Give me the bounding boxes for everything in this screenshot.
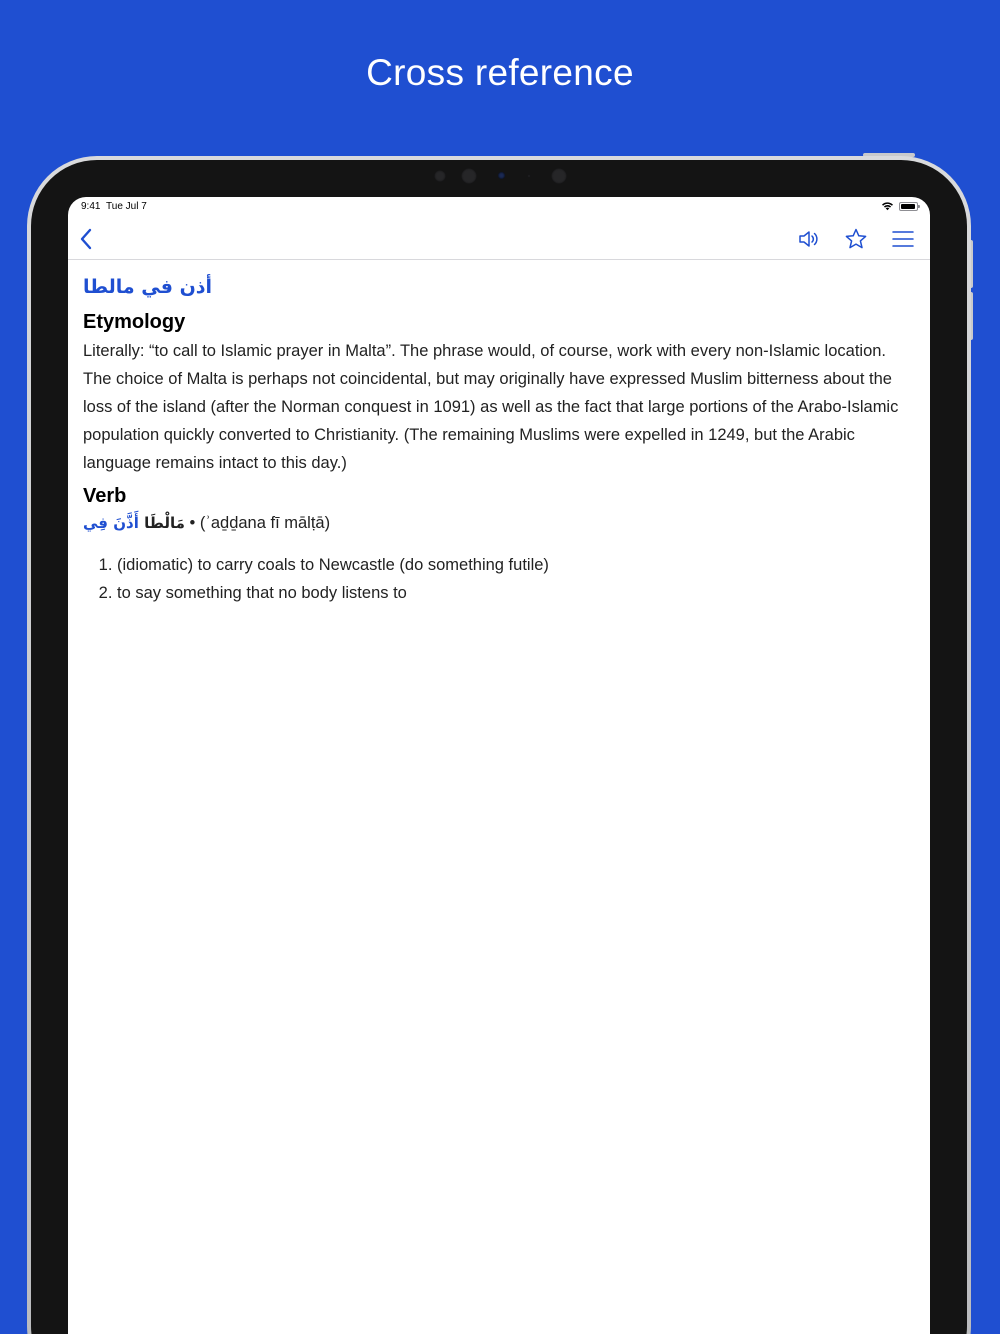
verb-form-plain: مَالْطَا bbox=[144, 514, 185, 532]
wifi-icon bbox=[881, 201, 894, 211]
front-sensor-tiny bbox=[527, 174, 531, 178]
status-bar bbox=[68, 197, 930, 219]
speaker-icon bbox=[797, 228, 821, 250]
verb-heading: Verb bbox=[83, 485, 127, 507]
star-icon bbox=[844, 227, 868, 251]
front-sensor-small bbox=[498, 172, 505, 179]
front-camera-icon bbox=[461, 168, 477, 184]
pronounce-button[interactable] bbox=[795, 225, 823, 253]
status-date: Tue Jul 7 bbox=[106, 201, 147, 212]
status-clock: 9:41 bbox=[81, 201, 101, 212]
status-time bbox=[81, 201, 147, 212]
sense-item: 2. to say something that no body listens to bbox=[117, 579, 913, 607]
entry-content bbox=[83, 273, 913, 607]
etymology-text: Literally: “to call to Islamic prayer in Malta”. The phrase would, of course, work with every non-Islamic location. The choice of Malta is perhaps not coincidental, but may originally have expressed Muslim bitterness about the loss of the island (after the Norman conquest in 1091) as well as the fact that large portions of the Arabo-Islamic population quickly converted to Christianity. (The remaining Muslims were expelled in 1249, but the Arabic language remains intact to this day.) bbox=[83, 342, 899, 472]
bookmark-button[interactable] bbox=[842, 225, 870, 253]
verb-form-link[interactable]: أَذَّنَ فِي bbox=[83, 514, 139, 532]
verb-headword-line bbox=[83, 509, 913, 537]
menu-icon bbox=[891, 229, 915, 249]
back-button[interactable] bbox=[72, 225, 100, 253]
front-sensor-large bbox=[551, 168, 567, 184]
front-sensor bbox=[434, 170, 446, 182]
verb-arabic-form bbox=[83, 514, 185, 532]
sense-item: 1. (idiomatic) to carry coals to Newcastle (do something futile) bbox=[117, 551, 913, 579]
sense-list bbox=[83, 551, 913, 607]
etymology-heading: Etymology bbox=[83, 311, 186, 333]
battery-icon bbox=[899, 202, 918, 211]
app-screen bbox=[68, 197, 930, 1334]
navigation-bar bbox=[68, 219, 930, 260]
promo-caption: Cross reference bbox=[366, 52, 634, 93]
status-indicators bbox=[881, 201, 918, 211]
entry-headword: أذن في مالطا bbox=[83, 276, 213, 298]
menu-button[interactable] bbox=[889, 225, 917, 253]
verb-transliteration: • (ʾaḏḏana fī mālṭā) bbox=[189, 514, 331, 532]
back-icon bbox=[79, 228, 93, 250]
